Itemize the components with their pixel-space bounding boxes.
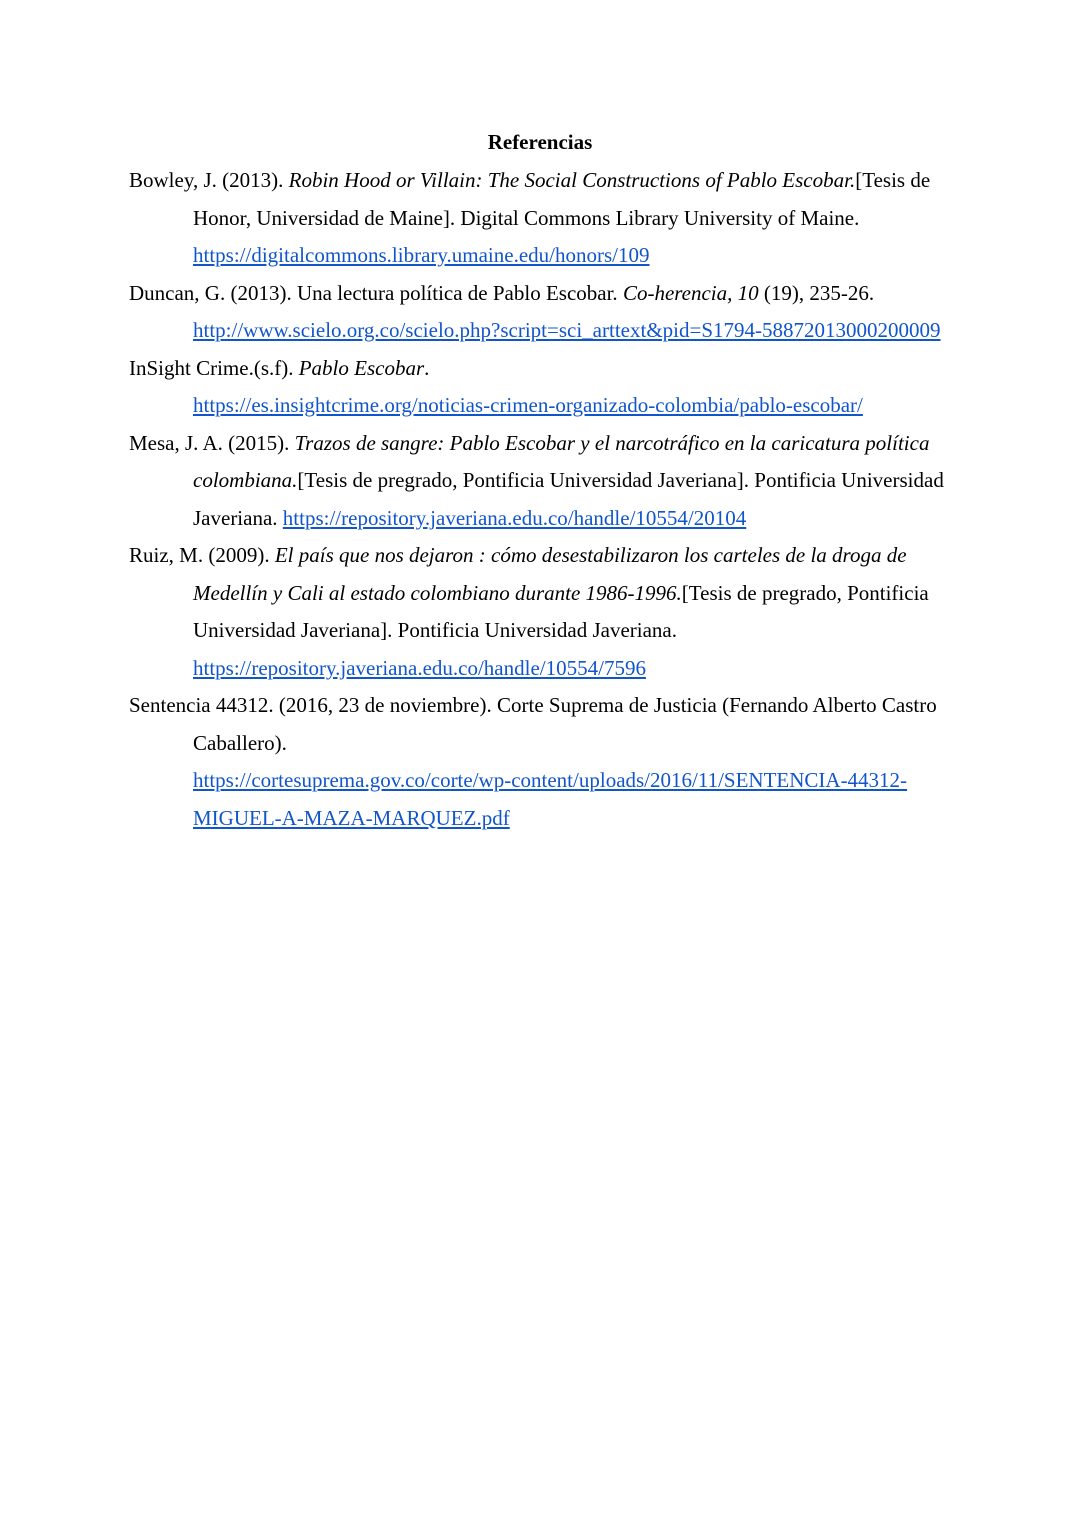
reference-title: Pablo Escobar [298,355,425,380]
reference-link-line-1: https://cortesuprema.gov.co/corte/wp-content/uploads/2016/11/SENTENCIA-44312- [193,768,908,792]
references-list [129,162,951,837]
reference-author-date: Bowley, J. (2013). [129,168,289,192]
reference-author-date: Mesa, J. A. (2015). [129,430,295,455]
reference-link[interactable]: https://repository.javeriana.edu.co/handle/10554/20104 [282,505,747,530]
reference-title: Co-herencia, 10 [622,280,759,305]
reference-sentencia [129,687,951,837]
reference-source: [Tesis de pregrado, Pontificia Universidad Javeriana]. Pontificia Universidad Javeriana. [193,580,929,642]
reference-link[interactable]: https://digitalcommons.library.umaine.edu/honors/109 [193,243,650,267]
reference-link[interactable]: https://es.insightcrime.org/noticias-crimen-organizado-colombia/pablo-escobar/ [193,393,863,417]
reference-link[interactable] [193,768,907,830]
reference-source: [Tesis de pregrado, Pontificia Universidad Javeriana]. Pontificia Universidad Javeriana. [193,468,944,530]
reference-bowley [129,162,951,275]
reference-source: (19), 235-26. [758,280,875,305]
reference-source: . [424,355,430,380]
reference-insight-crime [129,350,951,425]
reference-author-date: Duncan, G. (2013). Una lectura política de Pablo Escobar. [129,280,623,305]
reference-mesa [129,425,951,538]
reference-title: Robin Hood or Villain: The Social Constructions of Pablo Escobar. [288,168,856,192]
reference-ruiz [129,537,951,687]
reference-author-date: InSight Crime.(s.f). [129,355,299,380]
references-heading: Referencias [487,130,593,154]
reference-link-line-2: MIGUEL-A-MAZA-MARQUEZ.pdf [193,805,510,830]
reference-link[interactable]: http://www.scielo.org.co/scielo.php?script=sci_arttext&pid=S1794-58872013000200009 [193,318,941,342]
reference-author-date: Ruiz, M. (2009). [129,543,275,567]
reference-title: El país que nos dejaron : cómo desestabilizaron los carteles de la droga de Medellín y Cali al estado colombiano durante 1986-1996. [193,543,907,605]
reference-author-date: Sentencia 44312. (2016, 23 de noviembre). Corte Suprema de Justicia (Fernando Alberto Castro Caballero). [129,693,937,755]
reference-title: Trazos de sangre: Pablo Escobar y el narcotráfico en la caricatura política colombiana. [193,430,930,492]
reference-link[interactable]: https://repository.javeriana.edu.co/handle/10554/7596 [193,655,646,680]
reference-duncan [129,275,951,350]
reference-source: [Tesis de Honor, Universidad de Maine]. Digital Commons Library University of Maine. [193,168,931,230]
